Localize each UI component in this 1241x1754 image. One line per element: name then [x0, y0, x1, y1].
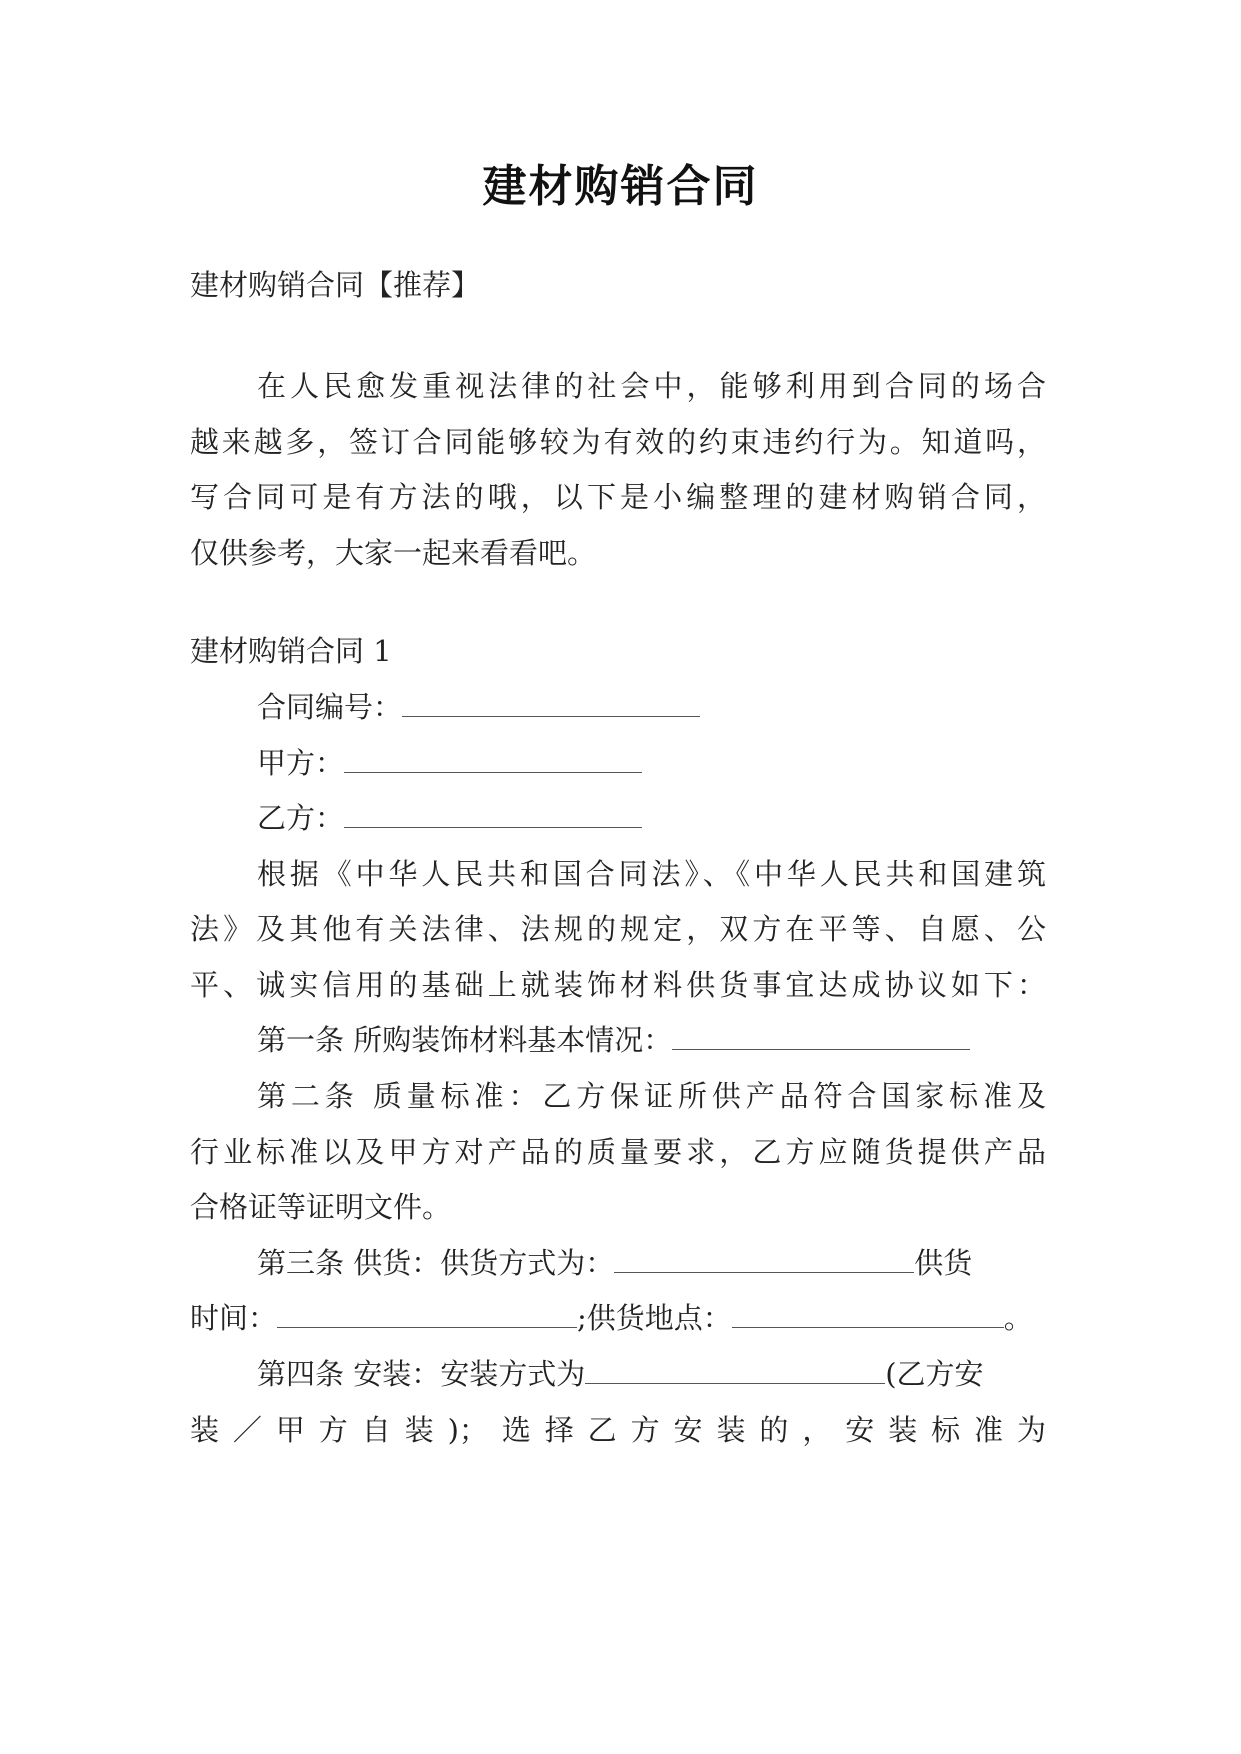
article-4-line-2: 装／甲方自装)；选择乙方安装的，安装标准为: [190, 1413, 1046, 1447]
intro-line-1: 在人民愈发重视法律的社会中，能够利用到合同的场合: [257, 369, 1046, 403]
article-4-start: 第四条 安装：安装方式为: [257, 1357, 586, 1391]
party-b-field: [257, 798, 642, 838]
contract-number-label: 合同编号：: [257, 690, 403, 724]
article-2-line-3: 合格证等证明文件。: [190, 1190, 452, 1224]
article-2-line-1: 第二条 质量标准：乙方保证所供产品符合国家标准及: [257, 1079, 1046, 1113]
supply-time-blank: [277, 1299, 577, 1328]
section-heading: 建材购销合同 1: [190, 634, 392, 668]
document-title: 建材购销合同: [482, 161, 759, 212]
contract-number-blank: [402, 688, 700, 717]
article-3-line-2: [190, 1298, 1033, 1338]
intro-line-3: 写合同可是有方法的哦，以下是小编整理的建材购销合同，: [190, 480, 1046, 514]
intro-line-2: 越来越多，签订合同能够较为有效的约束违约行为。知道吗，: [190, 425, 1046, 459]
party-b-label: 乙方：: [257, 801, 345, 835]
intro-line-4: 仅供参考，大家一起来看看吧。: [190, 536, 597, 570]
article-3-period: 。: [1003, 1301, 1033, 1335]
basis-line-2: 法》及其他有关法律、法规的规定，双方在平等、自愿、公: [190, 912, 1046, 946]
document-subtitle: 建材购销合同【推荐】: [190, 268, 481, 302]
supply-place-blank: [732, 1299, 1004, 1328]
article-1-blank: [672, 1021, 970, 1050]
party-a-label: 甲方：: [257, 746, 345, 780]
article-3-end: 供货: [914, 1246, 973, 1280]
basis-line-3: 平、诚实信用的基础上就装饰材料供货事宜达成协议如下：: [190, 968, 1046, 1002]
article-2-line-2: 行业标准以及甲方对产品的质量要求，乙方应随货提供产品: [190, 1135, 1046, 1169]
supply-method-blank: [614, 1244, 914, 1273]
article-4-line-1: [257, 1354, 984, 1394]
supply-time-label: 时间：: [190, 1301, 278, 1335]
article-1: [257, 1020, 970, 1060]
article-3-line-1: [257, 1243, 972, 1283]
article-1-text: 第一条 所购装饰材料基本情况：: [257, 1023, 673, 1057]
basis-line-1: 根据《中华人民共和国合同法》、《中华人民共和国建筑: [257, 857, 1046, 891]
article-4-end: (乙方安: [885, 1357, 984, 1391]
install-method-blank: [585, 1355, 885, 1384]
party-b-blank: [344, 799, 642, 828]
contract-number-field: [257, 687, 700, 727]
party-a-blank: [344, 744, 642, 773]
party-a-field: [257, 743, 642, 783]
supply-place-label: ;供货地点：: [577, 1301, 732, 1335]
article-3-start: 第三条 供货：供货方式为：: [257, 1246, 615, 1280]
